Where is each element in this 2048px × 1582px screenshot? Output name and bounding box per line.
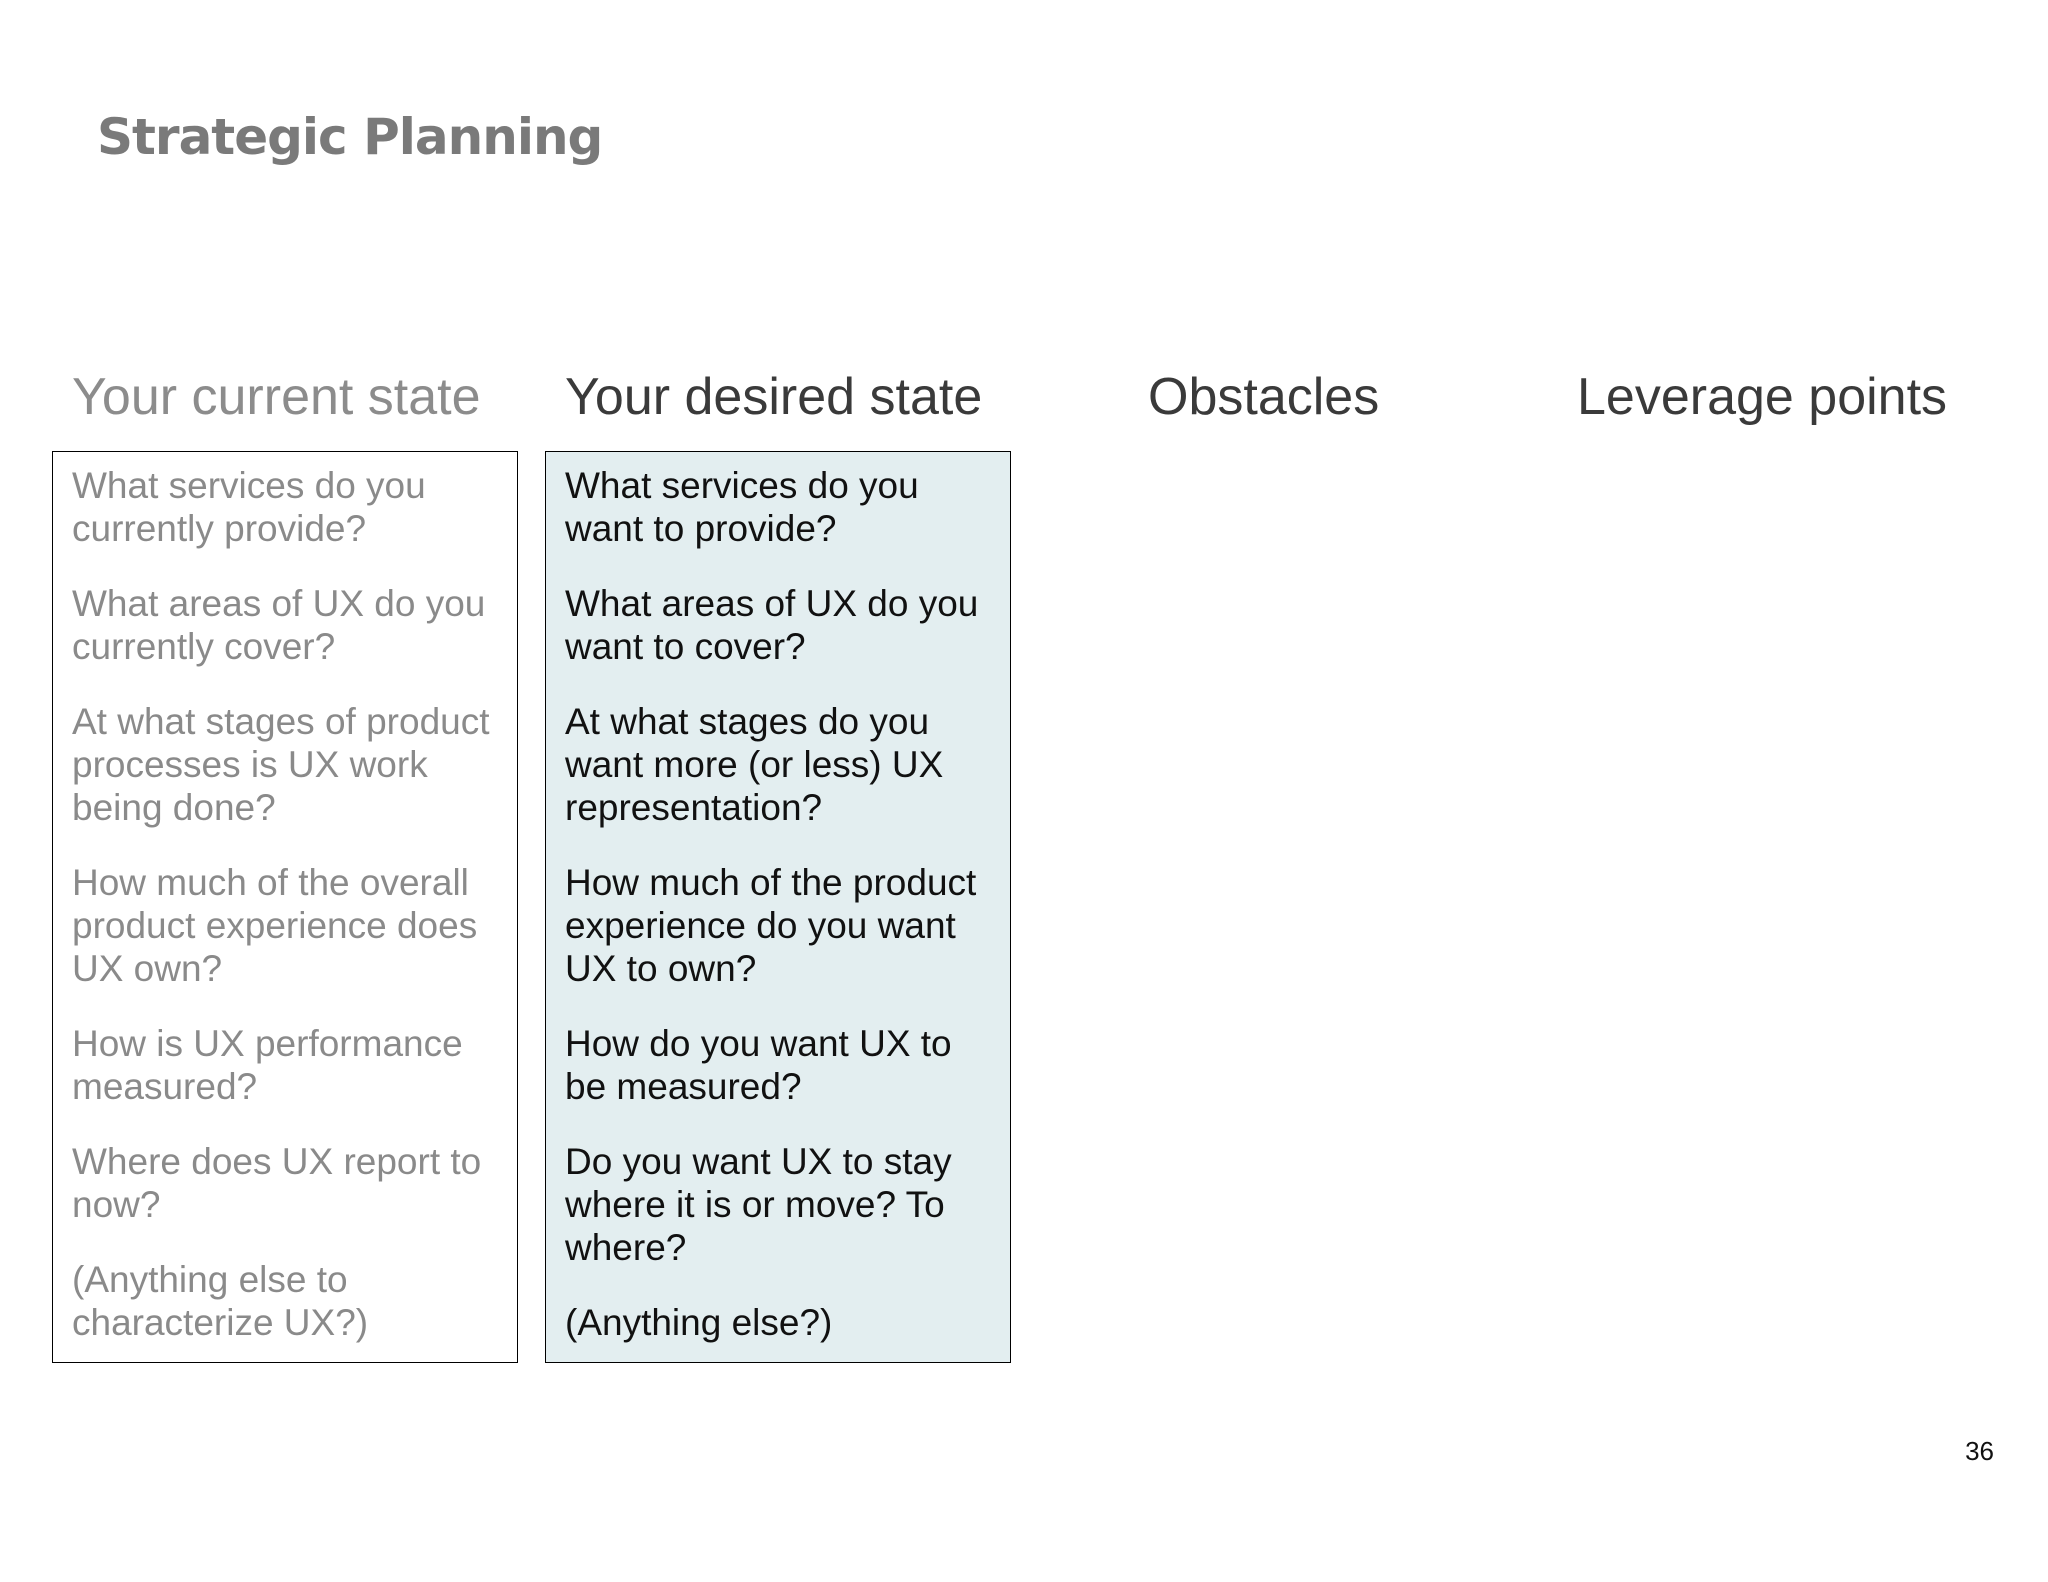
desired-question: How much of the product experience do you want UX to own?	[565, 862, 977, 989]
current-question: (Anything else to characterize UX?)	[72, 1259, 369, 1343]
desired-question: How do you want UX to be measured?	[565, 1023, 952, 1107]
current-question: How much of the overall product experience does UX own?	[72, 862, 478, 989]
desired-state-box	[545, 451, 1011, 1363]
current-question: What areas of UX do you currently cover?	[72, 583, 486, 667]
desired-state-heading: Your desired state	[565, 368, 983, 426]
desired-question: (Anything else?)	[565, 1302, 833, 1343]
current-question: How is UX performance measured?	[72, 1023, 463, 1107]
desired-question: At what stages do you want more (or less) UX representation?	[565, 701, 944, 828]
obstacles-heading: Obstacles	[1148, 368, 1380, 426]
page-title: Strategic Planning	[97, 108, 603, 166]
current-question: Where does UX report to now?	[72, 1141, 482, 1225]
desired-question: What services do you want to provide?	[565, 465, 919, 549]
page-number: 36	[1965, 1436, 1994, 1466]
leverage-points-heading: Leverage points	[1577, 368, 1948, 426]
current-state-box	[52, 451, 518, 1363]
desired-question: What areas of UX do you want to cover?	[565, 583, 979, 667]
current-question: At what stages of product processes is UX work being done?	[72, 701, 490, 828]
current-question: What services do you currently provide?	[72, 465, 426, 549]
desired-question: Do you want UX to stay where it is or move? To where?	[565, 1141, 952, 1268]
current-state-heading: Your current state	[72, 368, 481, 426]
